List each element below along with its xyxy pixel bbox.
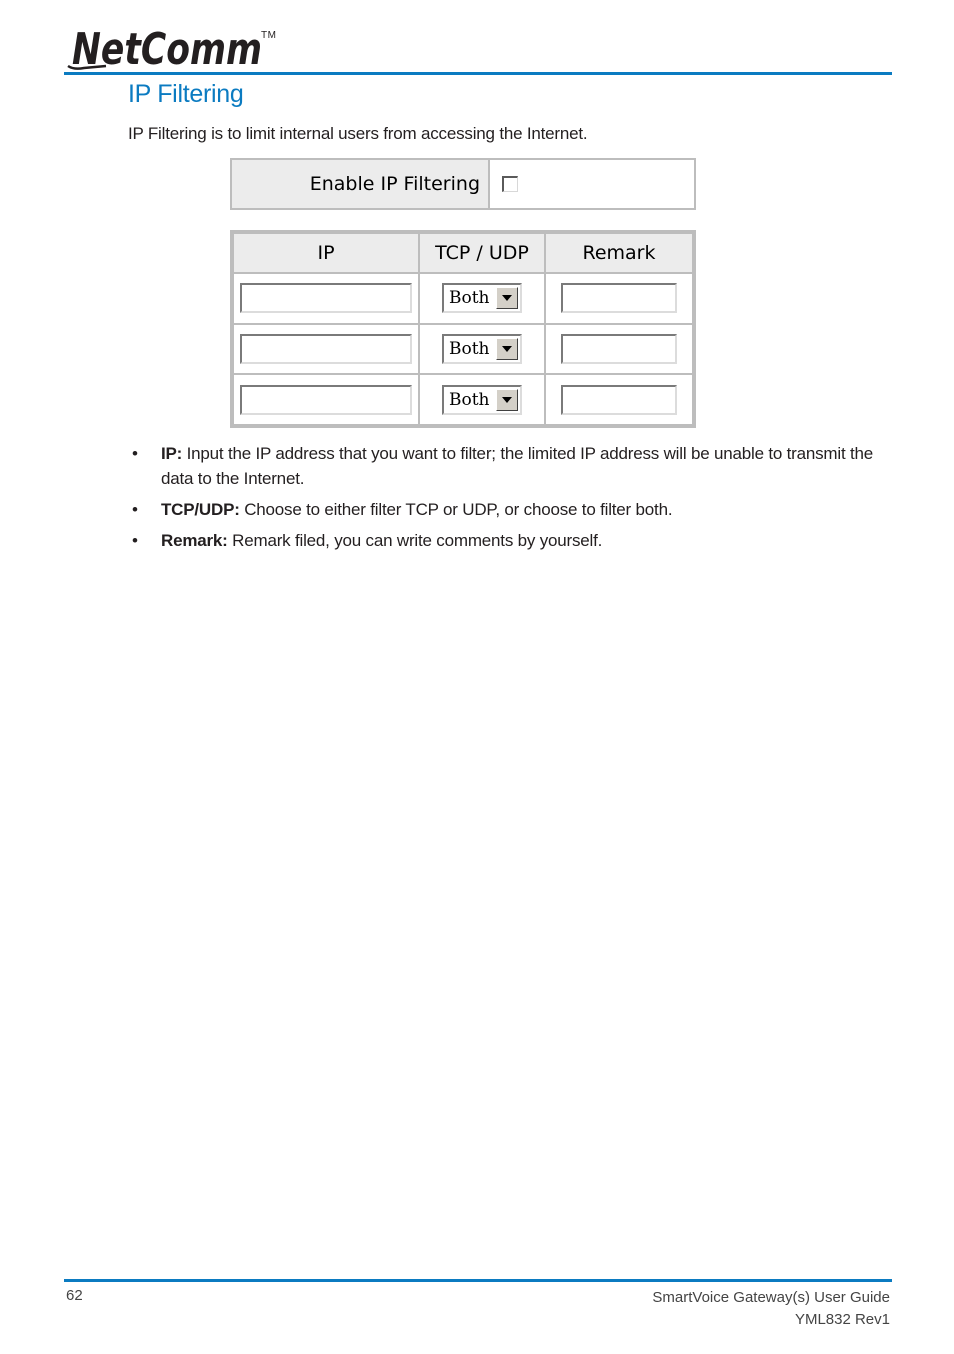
enable-ip-filtering-row: [230, 158, 696, 210]
column-header-remark: Remark: [545, 233, 693, 273]
guide-title: SmartVoice Gateway(s) User Guide: [652, 1289, 890, 1306]
ip-input[interactable]: [240, 385, 412, 415]
remark-input[interactable]: [561, 334, 677, 364]
protocol-select[interactable]: [442, 385, 522, 415]
ip-input[interactable]: [240, 334, 412, 364]
column-header-ip: IP: [233, 233, 419, 273]
list-item: [128, 441, 878, 491]
ip-cell: [233, 273, 419, 324]
list-item: [128, 528, 878, 553]
chevron-down-icon[interactable]: [496, 389, 518, 411]
bullet-term: Remark:: [161, 531, 228, 550]
chevron-down-icon[interactable]: [496, 287, 518, 309]
ip-input[interactable]: [240, 283, 412, 313]
doc-code: YML832 Rev1: [794, 1311, 890, 1328]
page-number: 62: [66, 1287, 83, 1304]
chevron-down-icon[interactable]: [496, 338, 518, 360]
ip-cell: [233, 374, 419, 425]
protocol-cell: [419, 324, 545, 375]
protocol-cell: [419, 273, 545, 324]
ip-filter-table: [230, 230, 696, 428]
field-descriptions: [128, 441, 878, 559]
table-row: [233, 273, 693, 324]
protocol-select[interactable]: [442, 283, 522, 313]
remark-input[interactable]: [561, 385, 677, 415]
ip-cell: [233, 324, 419, 375]
protocol-select[interactable]: [442, 334, 522, 364]
enable-ip-filtering-checkbox[interactable]: [502, 176, 518, 192]
protocol-cell: [419, 374, 545, 425]
bullet-icon: •: [132, 531, 138, 550]
bullet-icon: •: [132, 500, 138, 519]
remark-input[interactable]: [561, 283, 677, 313]
intro-paragraph: IP Filtering is to limit internal users from accessing the Internet.: [128, 124, 588, 143]
column-header-protocol: TCP / UDP: [419, 233, 545, 273]
header-rule: [64, 72, 892, 75]
footer-rule: [64, 1279, 892, 1282]
logo-wordmark: NetComm: [72, 24, 262, 72]
bullet-text: Input the IP address that you want to filter; the limited IP address will be unable to transmit the data to the Internet.: [161, 444, 874, 488]
table-row: [233, 374, 693, 425]
list-item: [128, 497, 878, 522]
page-title: IP Filtering: [128, 80, 244, 108]
remark-cell: [545, 273, 693, 324]
footer-doc-info: [652, 1287, 890, 1331]
netcomm-logo: [66, 20, 281, 72]
bullet-icon: •: [132, 444, 138, 463]
protocol-select-value: Both: [449, 338, 490, 359]
bullet-text: Choose to either filter TCP or UDP, or choose to filter both.: [239, 500, 673, 519]
protocol-select-value: Both: [449, 389, 490, 410]
enable-ip-filtering-cell: [490, 160, 694, 208]
remark-cell: [545, 324, 693, 375]
table-header-row: [233, 233, 693, 273]
bullet-term: IP:: [161, 444, 183, 463]
enable-ip-filtering-label: Enable IP Filtering: [232, 160, 490, 208]
protocol-select-value: Both: [449, 288, 490, 309]
table-row: [233, 324, 693, 375]
remark-cell: [545, 374, 693, 425]
bullet-text: Remark filed, you can write comments by yourself.: [227, 531, 603, 550]
bullet-term: TCP/UDP:: [161, 500, 240, 519]
trademark-mark: TM: [261, 30, 277, 41]
